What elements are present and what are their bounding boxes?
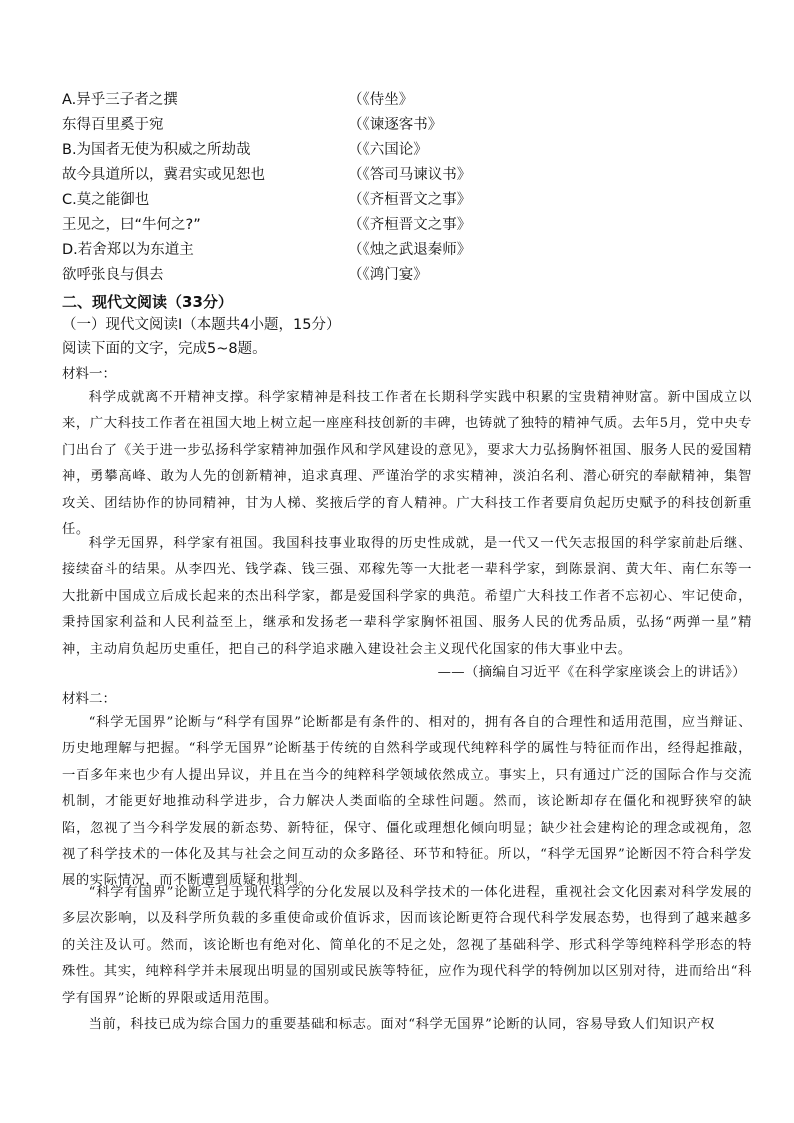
option-row: [62, 163, 752, 187]
option-sentence: D.若舍郑以为东道主: [62, 242, 194, 258]
option-source: （《六国论》: [348, 142, 428, 158]
option-row: [62, 263, 752, 287]
subsection-heading: （一）现代文阅读Ⅰ（本题共4小题，15分）: [62, 317, 341, 333]
material1-paragraph: 科学成就离不开精神支撑。科学家精神是科技工作者在长期科学实践中积累的宝贵精神财富。新中国成立以来，广大科技工作者在祖国大地上树立起一座座科技创新的丰碑，也铸就了独特的精神气质。去年5月，党中央专门出台了《关于进一步弘扬科学家精神加强作风和学风建设的意见》，要求大力弘扬胸怀祖国、服务人民的爱国精神，勇攀高峰、敢为人先的创新精神，追求真理、严谨治学的求实精神，淡泊名利、潜心研究的奉献精神，集智攻关、团结协作的协同精神，甘为人梯、奖掖后学的育人精神。广大科技工作者要肩负起历史赋予的科技创新重任。: [62, 390, 753, 538]
section-heading: 二、现代文阅读（33分）: [62, 293, 233, 311]
option-source: （《烛之武退秦师》: [348, 242, 472, 258]
option-source: （《齐桓晋文之事》: [348, 192, 472, 208]
material1-source: ——（摘编自习近平《在科学家座谈会上的讲话》）: [437, 665, 746, 680]
option-source: （《答司马谏议书》: [348, 167, 472, 183]
option-source: （《谏逐客书》: [348, 117, 443, 133]
option-row: [62, 213, 752, 237]
material2-label: 材料二：: [62, 691, 116, 707]
material1-paragraph: 科学无国界，科学家有祖国。我国科技事业取得的历史性成就，是一代又一代矢志报国的科学家前赴后继、接续奋斗的结果。从李四光、钱学森、钱三强、邓稼先等一大批老一辈科学家，到陈景润、黄大年、南仁东等一大批新中国成立后成长起来的杰出科学家，都是爱国科学家的典范。希望广大科技工作者不忘初心、牢记使命，秉持国家利益和人民利益至上，继承和发扬老一辈科学家胸怀祖国、服务人民的优秀品质，弘扬“两弹一星”精神，主动肩负起历史重任，把自己的科学追求融入建设社会主义现代化国家的伟大事业中去。: [62, 536, 752, 657]
material2-paragraph: 当前，科技已成为综合国力的重要基础和标志。面对“科学无国界”论断的认同，容易导致人们知识产权: [88, 1017, 715, 1032]
instruction: 阅读下面的文字，完成5~8题。: [62, 341, 267, 357]
material1-label: 材料一：: [62, 366, 116, 382]
option-source: （《齐桓晋文之事》: [348, 217, 472, 233]
option-row: [62, 188, 752, 212]
material2-paragraph: “科学有国界”论断立足于现代科学的分化发展以及科学技术的一体化进程，重视社会文化因素对科学发展的多层次影响，以及科学所负载的多重使命或价值诉求，因而该论断更符合现代科学发展态势，也得到了越来越多的关注及认可。然而，该论断也有绝对化、简单化的不足之处，忽视了基础科学、形式科学等纯粹科学形态的特殊性。其实，纯粹科学并未展现出明显的国别或民族等特征，应作为现代科学的特例加以区别对待，进而给出“科学有国界”论断的界限或适用范围。: [62, 885, 752, 1006]
material2-paragraph: “科学无国界”论断与“科学有国界”论断都是有条件的、相对的，拥有各自的合理性和适用范围，应当辩证、历史地理解与把握。“科学无国界”论断基于传统的自然科学或现代纯粹科学的属性与特征而作出，经得起推敲，一百多年来也少有人提出异议，并且在当今的纯粹科学领域依然成立。事实上，只有通过广泛的国际合作与交流机制，才能更好地推动科学进步，合力解决人类面临的全球性问题。然而，该论断却存在僵化和视野狭窄的缺陷，忽视了当今科学发展的新态势、新特征，保守、僵化或理想化倾向明显；缺少社会建构论的理念或视角，忽视了科学技术的一体化及其与社会之间互动的众多路径、环节和特征。所以，“科学无国界”论断因不符合科学发展的实际情况，而不断遭到质疑和批判。: [62, 715, 752, 889]
option-row: [62, 238, 752, 262]
option-row: [62, 88, 752, 112]
option-sentence: 东得百里奚于宛: [62, 117, 164, 133]
option-sentence: 欲呼张良与俱去: [62, 267, 164, 283]
option-sentence: 王见之，曰“牛何之?”: [62, 217, 201, 233]
option-row: [62, 138, 752, 162]
option-sentence: B.为国者无使为积威之所劫哉: [62, 142, 251, 158]
option-row: [62, 113, 752, 137]
option-sentence: 故今具道所以，冀君实或见恕也: [62, 167, 265, 183]
option-sentence: A.异乎三子者之撰: [62, 92, 178, 108]
option-sentence: C.莫之能御也: [62, 192, 150, 208]
option-source: （《侍坐》: [348, 92, 414, 108]
option-source: （《鸿门宴》: [348, 267, 428, 283]
